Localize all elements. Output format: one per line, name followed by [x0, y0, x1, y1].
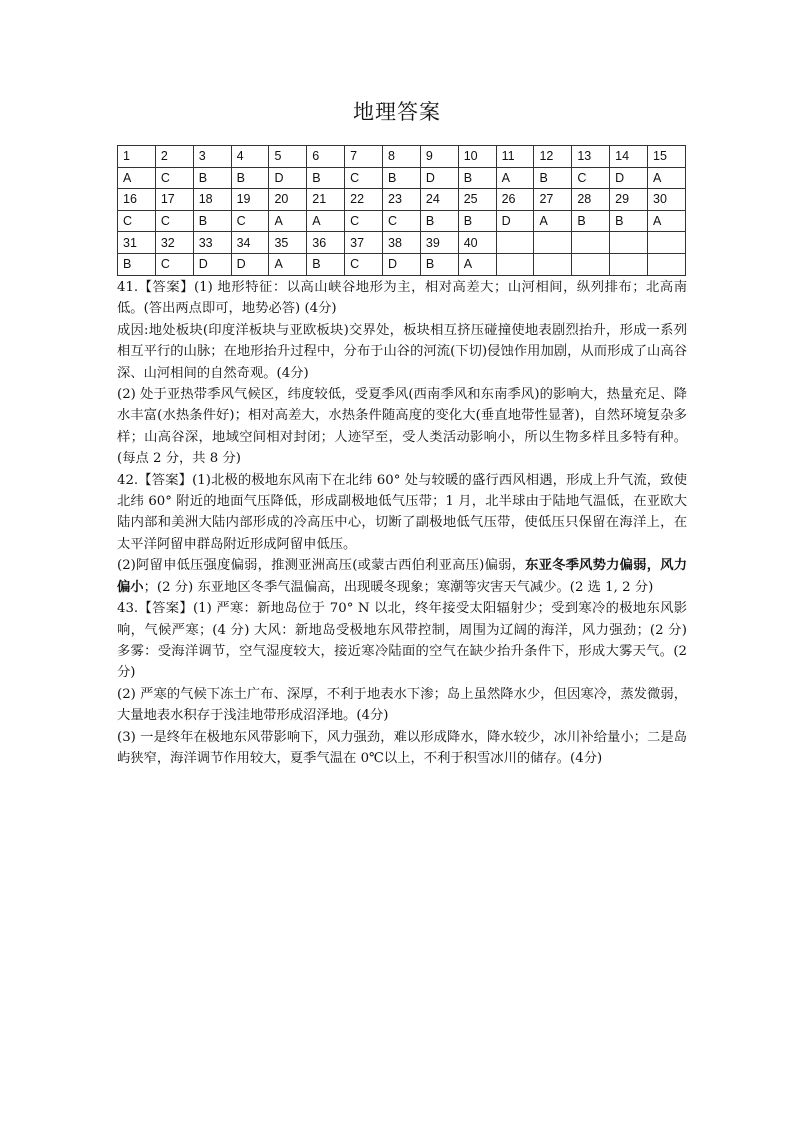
table-cell: 16 — [118, 189, 156, 211]
table-cell: 19 — [231, 189, 269, 211]
table-cell — [534, 253, 572, 275]
table-cell: 12 — [534, 146, 572, 168]
table-cell: B — [420, 210, 458, 232]
table-cell: 28 — [572, 189, 610, 211]
table-cell: 4 — [231, 146, 269, 168]
table-cell: C — [155, 253, 193, 275]
answer-letter-row — [118, 253, 686, 275]
table-cell: 11 — [496, 146, 534, 168]
question-number-row — [118, 146, 686, 168]
table-cell: 26 — [496, 189, 534, 211]
table-cell: 33 — [193, 232, 231, 254]
table-cell: D — [269, 167, 307, 189]
table-cell: 2 — [155, 146, 193, 168]
table-cell: 9 — [420, 146, 458, 168]
q41-part2: (2) 处于亚热带季风气候区，纬度较低，受夏季风(西南季风和东南季风)的影响大，热量充足、降水丰富(水热条件好)；相对高差大，水热条件随高度的变化大(垂直地带性显著)，自然环境复杂多样；山高谷深，地域空间相对封闭；人迹罕至，受人类活动影响小，所以生物多样且多特有种。(每点 2 分，共 8 分) — [117, 387, 687, 467]
question-number-row — [118, 189, 686, 211]
table-cell: 14 — [610, 146, 648, 168]
table-cell: 40 — [458, 232, 496, 254]
q43-part3: (3) 一是终年在极地东风带影响下，风力强劲，难以形成降水，降水较少，冰川补给量小；二是岛屿狭窄，海洋调节作用较大，夏季气温在 0℃以上，不利于积雪冰川的储存。(4分) — [117, 729, 687, 766]
table-cell: 29 — [610, 189, 648, 211]
table-cell: 17 — [155, 189, 193, 211]
table-cell: A — [269, 253, 307, 275]
table-cell — [572, 232, 610, 254]
table-cell: 36 — [307, 232, 345, 254]
table-cell: 37 — [345, 232, 383, 254]
table-cell: A — [269, 210, 307, 232]
table-cell: A — [458, 253, 496, 275]
table-cell — [610, 232, 648, 254]
q42-part2-b: ；(2 分) 东亚地区冬季气温偏高，出现暖冬现象；寒潮等灾害天气减少。(2 选 1, 2 分) — [143, 579, 654, 595]
table-cell: 39 — [420, 232, 458, 254]
table-cell: C — [155, 167, 193, 189]
table-cell — [572, 253, 610, 275]
q42-part2-bold: 东亚冬季风势力偏弱，风力偏小 — [117, 558, 688, 595]
answer-letter-row — [118, 210, 686, 232]
table-cell: A — [534, 210, 572, 232]
table-cell: 20 — [269, 189, 307, 211]
table-cell: C — [345, 210, 383, 232]
table-cell: D — [193, 253, 231, 275]
table-cell: 7 — [345, 146, 383, 168]
q41-part1: 41.【答案】(1) 地形特征：以高山峡谷地形为主，相对高差大；山河相间，纵列排布；北高南低。(答出两点即可，地势必答) (4分) — [117, 280, 687, 317]
table-cell: 13 — [572, 146, 610, 168]
table-cell: B — [231, 167, 269, 189]
table-cell: C — [118, 210, 156, 232]
q43-part1: 43.【答案】(1) 严寒：新地岛位于 70° N 以北，终年接受太阳辐射少；受到寒冷的极地东风影响，气候严寒；(4 分) 大风：新地岛受极地东风带控制，周围为辽阔的海洋，风力强劲；(2 分) 多雾：受海洋调节，空气湿度较大，接近寒冷陆面的空气在缺少抬升条件下，形成大雾天气。(2 分) — [117, 601, 687, 681]
table-cell: B — [383, 167, 421, 189]
table-cell: B — [458, 167, 496, 189]
answer-table — [117, 145, 686, 276]
question-number-row — [118, 232, 686, 254]
table-cell: A — [648, 167, 686, 189]
table-cell: 34 — [231, 232, 269, 254]
table-cell: C — [345, 253, 383, 275]
table-cell: 23 — [383, 189, 421, 211]
table-cell: C — [155, 210, 193, 232]
table-cell: C — [345, 167, 383, 189]
table-cell: 3 — [193, 146, 231, 168]
table-cell — [496, 253, 534, 275]
table-cell: B — [118, 253, 156, 275]
table-cell: B — [610, 210, 648, 232]
table-cell: B — [572, 210, 610, 232]
table-cell: A — [307, 210, 345, 232]
table-cell: B — [458, 210, 496, 232]
table-cell: A — [118, 167, 156, 189]
table-cell: B — [193, 167, 231, 189]
answer-content — [117, 277, 687, 769]
table-cell: A — [648, 210, 686, 232]
q41-cause: 成因:地处板块(印度洋板块与亚欧板块)交界处，板块相互挤压碰撞使地表剧烈抬升，形成一系列相互平行的山脉；在地形抬升过程中，分布于山谷的河流(下切)侵蚀作用加剧，从而形成了山高谷深、山河相间的自然奇观。(4分) — [117, 322, 687, 381]
table-cell: A — [496, 167, 534, 189]
table-cell: 38 — [383, 232, 421, 254]
page-title: 地理答案 — [353, 100, 441, 124]
table-cell: 30 — [648, 189, 686, 211]
answer-letter-row — [118, 167, 686, 189]
table-cell: 8 — [383, 146, 421, 168]
table-cell: 21 — [307, 189, 345, 211]
table-cell: D — [383, 253, 421, 275]
table-cell — [610, 253, 648, 275]
table-cell: 1 — [118, 146, 156, 168]
table-cell: D — [496, 210, 534, 232]
table-cell: B — [193, 210, 231, 232]
q42-part2-a: (2)阿留申低压强度偏弱，推测亚洲高压(或蒙古西伯利亚高压)偏弱， — [117, 558, 526, 574]
table-cell — [534, 232, 572, 254]
table-cell: D — [231, 253, 269, 275]
table-cell: D — [610, 167, 648, 189]
table-cell: B — [534, 167, 572, 189]
table-cell — [648, 232, 686, 254]
table-cell: 25 — [458, 189, 496, 211]
table-cell: 18 — [193, 189, 231, 211]
table-cell: D — [420, 167, 458, 189]
table-cell: 32 — [155, 232, 193, 254]
table-cell: 6 — [307, 146, 345, 168]
table-cell: 31 — [118, 232, 156, 254]
table-cell: B — [420, 253, 458, 275]
table-cell: C — [383, 210, 421, 232]
q42-part1: 42.【答案】(1)北极的极地东风南下在北纬 60° 处与较暖的盛行西风相遇，形成上升气流，致使北纬 60° 附近的地面气压降低，形成副极地低气压带；1 月，北半球由于陆地气温低，在亚欧大陆内部和美洲大陆内部形成的冷高压中心，切断了副极地低气压带，使低压只保留在海洋上，在太平洋阿留申群岛附近形成阿留申低压。 — [117, 472, 687, 552]
table-cell: 27 — [534, 189, 572, 211]
table-cell: B — [307, 167, 345, 189]
q42-part2 — [117, 555, 687, 598]
table-cell: 10 — [458, 146, 496, 168]
table-cell: 22 — [345, 189, 383, 211]
table-cell: 5 — [269, 146, 307, 168]
table-cell — [648, 253, 686, 275]
table-cell: 24 — [420, 189, 458, 211]
q43-part2: (2) 严寒的气候下冻土广布、深厚，不利于地表水下渗；岛上虽然降水少，但因寒冷，蒸发微弱，大量地表水积存于浅洼地带形成沼泽地。(4分) — [117, 686, 687, 724]
table-cell: C — [231, 210, 269, 232]
table-cell: C — [572, 167, 610, 189]
table-cell: 35 — [269, 232, 307, 254]
table-cell — [496, 232, 534, 254]
table-cell: B — [307, 253, 345, 275]
table-cell: 15 — [648, 146, 686, 168]
